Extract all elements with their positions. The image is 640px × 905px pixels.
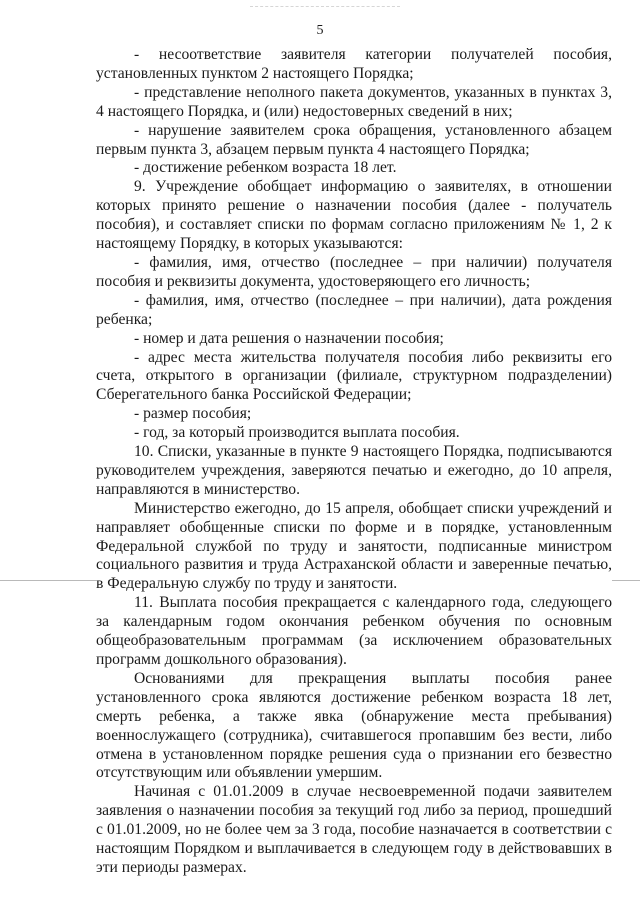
list-item-address-or-account: - адрес места жительства получателя пособия либо реквизиты его счета, открытого в организации (филиале, структурном подразделении) Сберегательного банка Российской Федерации;: [96, 348, 612, 404]
clause-10-ministry: Министерство ежегодно, до 15 апреля, обобщает списки учреждений и направляет обобщенные списки по форме и в порядке, установленным Федеральной службой по труду и занятости, подписанные министром социального развития и труда Астраханской области и заверенные печатью, в Федеральную службу по труду и занятости.: [96, 499, 612, 593]
clause-9-intro: 9. Учреждение обобщает информацию о заявителях, в отношении которых принято решение о назначении пособия (далее - получатель пособия), и составляет списки по формам согласно приложениям № 1, 2 к настоящему Порядку, в которых указываются:: [96, 178, 612, 253]
clause-11-early-termination: Основаниями для прекращения выплаты пособия ранее установленного срока являются достижение ребенком возраста 18 лет, смерть ребенка, а также явка (обнаружение места пребывания) военнослужащего (сотрудника), считавшегося пропавшим без вести, либо отмена в установленном порядке решения суда о признании его безвестно отсутствующим или объявлении умершим.: [96, 669, 612, 782]
scan-fold-line-left: [0, 580, 96, 581]
document-body: [96, 46, 612, 878]
list-item-decision-number: - номер и дата решения о назначении пособия;: [134, 329, 444, 347]
clause-11-late-application: Начиная с 01.01.2009 в случае несвоевременной подачи заявителем заявления о назначении пособия за текущий год либо за период, прошедший с 01.01.2009, но не более чем за 3 года, пособие назначается в соответствии с настоящим Порядком и выплачивается в следующем году в действовавших в эти периоды размерах.: [96, 783, 612, 876]
list-item-benefit-amount: - размер пособия;: [134, 405, 252, 423]
list-item-category-mismatch: - несоответствие заявителя категории получателей пособия, установленных пунктом 2 настоящего Порядка;: [96, 46, 612, 82]
clause-10: 10. Списки, указанные в пункте 9 настоящего Порядка, подписываются руководителем учреждения, заверяются печатью и ежегодно, до 10 апреля, направляются в министерство.: [96, 443, 612, 498]
list-item-child-name: - фамилия, имя, отчество (последнее – при наличии), дата рождения ребенка;: [96, 291, 612, 328]
list-item-age-limit: - достижение ребенком возраста 18 лет.: [134, 159, 397, 177]
clause-11: 11. Выплата пособия прекращается с календарного года, следующего за календарным годом окончания ребенком обучения по основным общеобразовательным программам (за исключением образовательных программ дошкольного образования).: [96, 594, 612, 668]
list-item-recipient-name: - фамилия, имя, отчество (последнее – при наличии) получателя пособия и реквизиты документа, удостоверяющего его личность;: [96, 253, 612, 290]
scan-fold-line-right: [612, 580, 640, 581]
page-number: 5: [316, 23, 324, 38]
list-item-deadline-violation: - нарушение заявителем срока обращения, установленного абзацем первым пункта 3, абзацем первым пункта 4 настоящего Порядка;: [96, 121, 612, 158]
scan-artifact-top: [250, 6, 400, 7]
list-item-payment-year: - год, за который производится выплата пособия.: [134, 424, 460, 442]
list-item-incomplete-documents: - представление неполного пакета документов, указанных в пунктах 3, 4 настоящего Порядка, и (или) недостоверных сведений в них;: [96, 83, 612, 120]
